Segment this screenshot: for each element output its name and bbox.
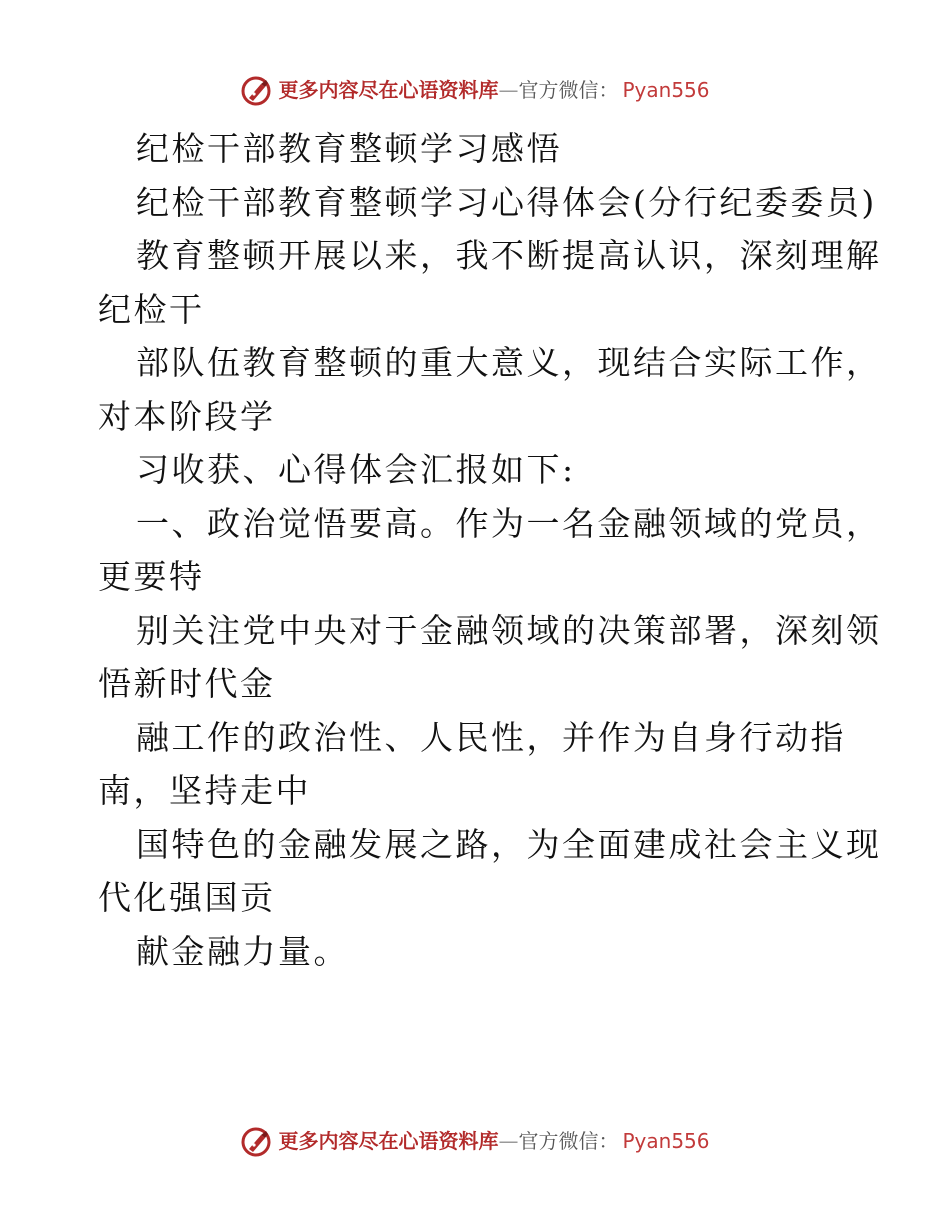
doc-line: 纪检干 <box>98 289 205 329</box>
header-wechat-label: 官方微信： <box>518 78 619 102</box>
doc-line: 一、政治觉悟要高。作为一名金融领域的党员， <box>136 503 882 543</box>
pen-logo-icon <box>240 74 272 106</box>
footer-wechat-label: 官方微信： <box>518 1129 619 1153</box>
doc-line: 南，坚持走中 <box>98 771 311 810</box>
doc-line: 国特色的金融发展之路，为全面建成社会主义现 <box>136 824 882 864</box>
header-wechat-id: Pyan556 <box>622 78 710 102</box>
doc-line: 献金融力量。 <box>136 931 349 971</box>
doc-subtitle: 纪检干部教育整顿学习心得体会(分行纪委委员) <box>136 182 877 222</box>
doc-line: 更要特 <box>98 557 205 596</box>
doc-line: 教育整顿开展以来，我不断提高认识，深刻理解 <box>136 236 882 275</box>
doc-line: 别关注党中央对于金融领域的决策部署，深刻领 <box>136 610 882 650</box>
doc-line: 融工作的政治性、人民性，并作为自身行动指 <box>136 717 846 757</box>
document-body <box>98 122 882 978</box>
footer-promo-text: 更多内容尽在心语资料库 <box>278 1129 499 1153</box>
doc-title: 纪检干部教育整顿学习感悟 <box>136 129 562 168</box>
doc-line: 习收获、心得体会汇报如下: <box>136 450 576 489</box>
footer-banner <box>0 1125 950 1157</box>
pen-logo-icon <box>240 1125 272 1157</box>
doc-line: 对本阶段学 <box>98 396 276 436</box>
header-promo-text: 更多内容尽在心语资料库 <box>278 78 499 102</box>
header-banner <box>0 74 950 106</box>
footer-separator: — <box>498 1129 519 1153</box>
doc-line: 代化强国贡 <box>98 878 276 917</box>
doc-line: 悟新时代金 <box>98 664 276 703</box>
doc-line: 部队伍教育整顿的重大意义，现结合实际工作， <box>136 343 882 382</box>
header-separator: — <box>498 78 519 102</box>
footer-wechat-id: Pyan556 <box>622 1129 710 1153</box>
